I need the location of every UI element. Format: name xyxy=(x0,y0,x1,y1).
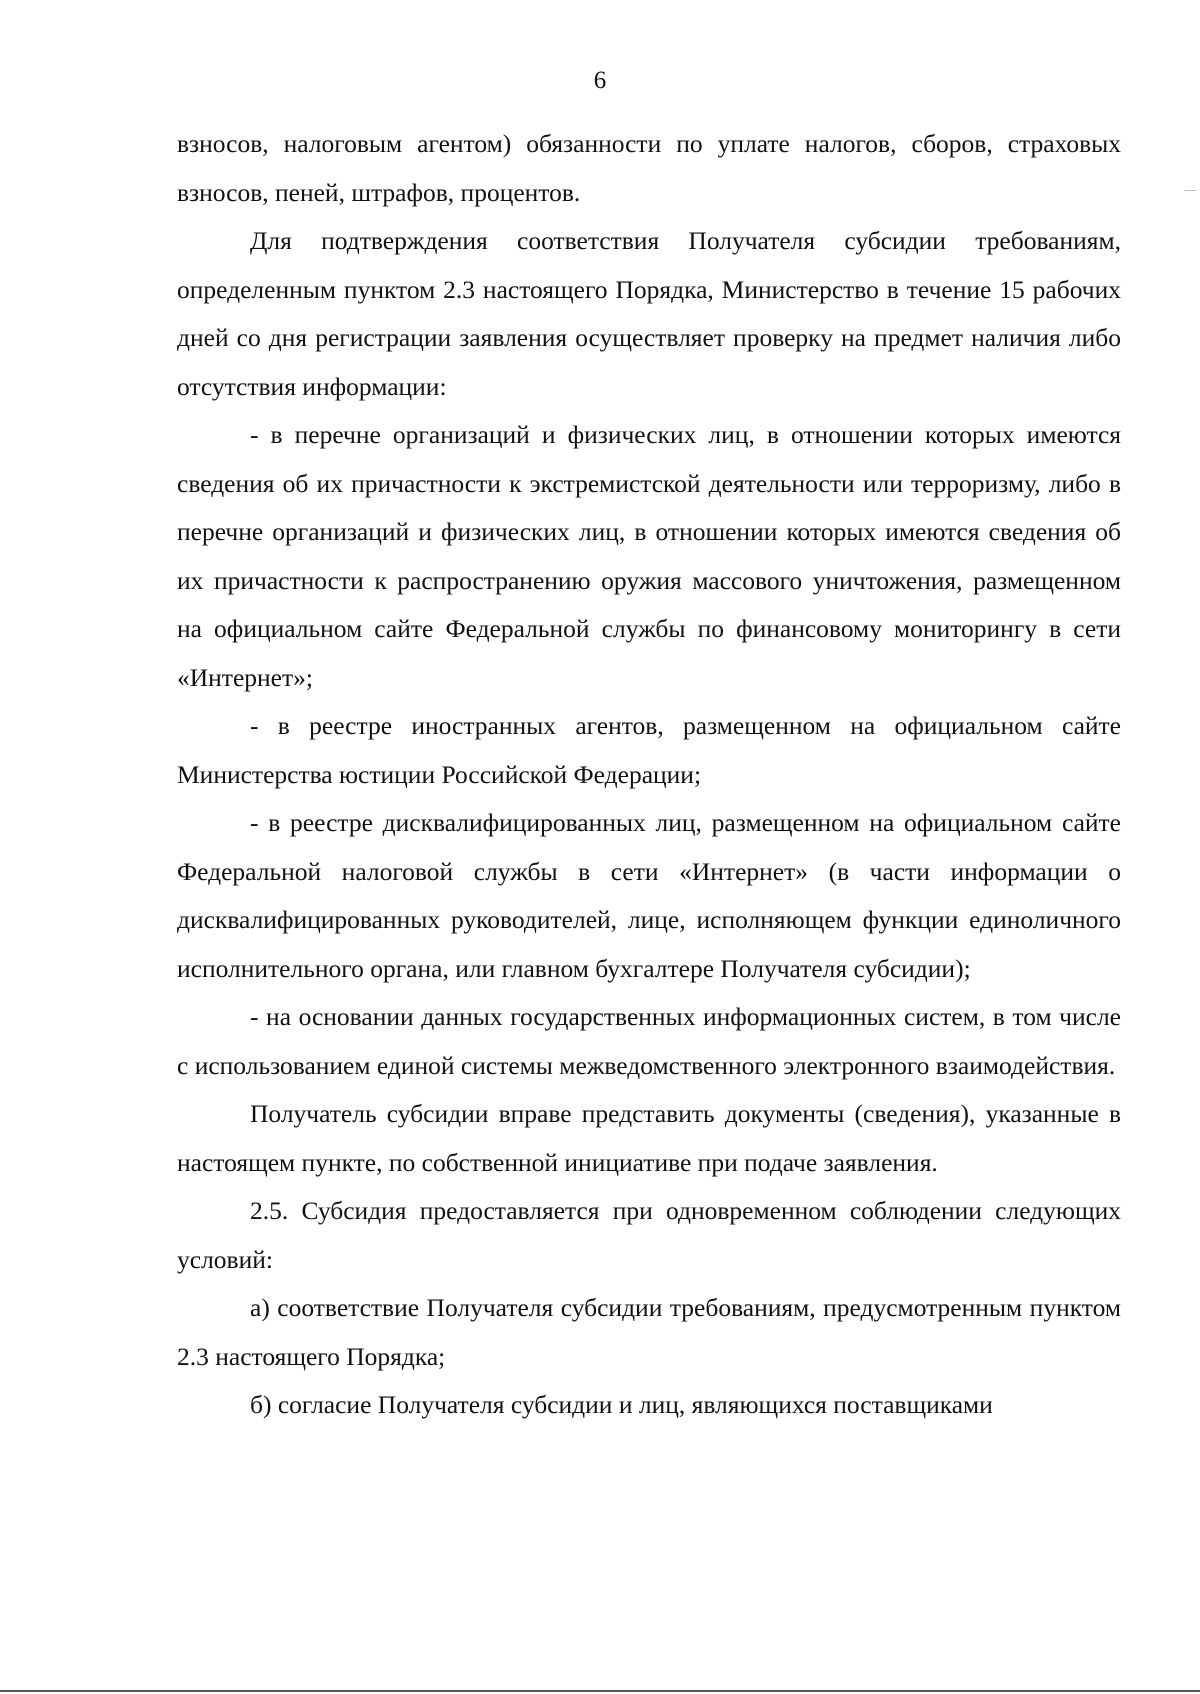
list-item-foreign-agents-register: - в реестре иностранных агентов, размещенном на официальном сайте Министерства юстиции Российской Федерации; xyxy=(177,711,1121,789)
list-item-extremism-register: - в перечне организаций и физических лиц, в отношении которых имеются сведения об их причастности к экстремистской деятельности или терроризму, либо в перечне организаций и физических лиц, в отношении которых имеются сведения об их причастности к распространению оружия массового уничтожения, размещенном на официальном сайте Федеральной службы по финансовому мониторингу в сети «Интернет»; xyxy=(177,420,1121,692)
paragraph-own-initiative: Получатель субсидии вправе представить документы (сведения), указанные в настоящем пункте, по собственной инициативе при подаче заявления. xyxy=(177,1099,1121,1177)
paragraph-verification: Для подтверждения соответствия Получателя субсидии требованиям, определенным пунктом 2.3 настоящего Порядка, Министерство в течение 15 рабочих дней со дня регистрации заявления осуществляет проверку на предмет наличия либо отсутствия информации: xyxy=(177,226,1121,401)
condition-a: а) соответствие Получателя субсидии требованиям, предусмотренным пунктом 2.3 настоящего Порядка; xyxy=(177,1293,1121,1371)
list-item-state-information-systems: - на основании данных государственных информационных систем, в том числе с использованием единой системы межведомственного электронного взаимодействия. xyxy=(177,1002,1121,1080)
page-number: 6 xyxy=(593,67,607,94)
condition-b: б) согласие Получателя субсидии и лиц, являющихся поставщиками xyxy=(250,1390,993,1419)
scan-margin-mark xyxy=(1184,190,1196,191)
paragraph-continuation: взносов, налоговым агентом) обязанности по уплате налогов, сборов, страховых взносов, пеней, штрафов, процентов. xyxy=(177,129,1121,207)
document-body xyxy=(177,120,1121,1430)
section-2-5-heading: 2.5. Субсидия предоставляется при одновременном соблюдении следующих условий: xyxy=(177,1196,1121,1274)
list-item-disqualified-persons-register: - в реестре дисквалифицированных лиц, размещенном на официальном сайте Федеральной налоговой службы в сети «Интернет» (в части информации о дисквалифицированных руководителей, лице, исполняющем функции единоличного исполнительного органа, или главном бухгалтере Получателя субсидии); xyxy=(177,808,1121,983)
scan-bottom-edge xyxy=(0,1690,1200,1692)
